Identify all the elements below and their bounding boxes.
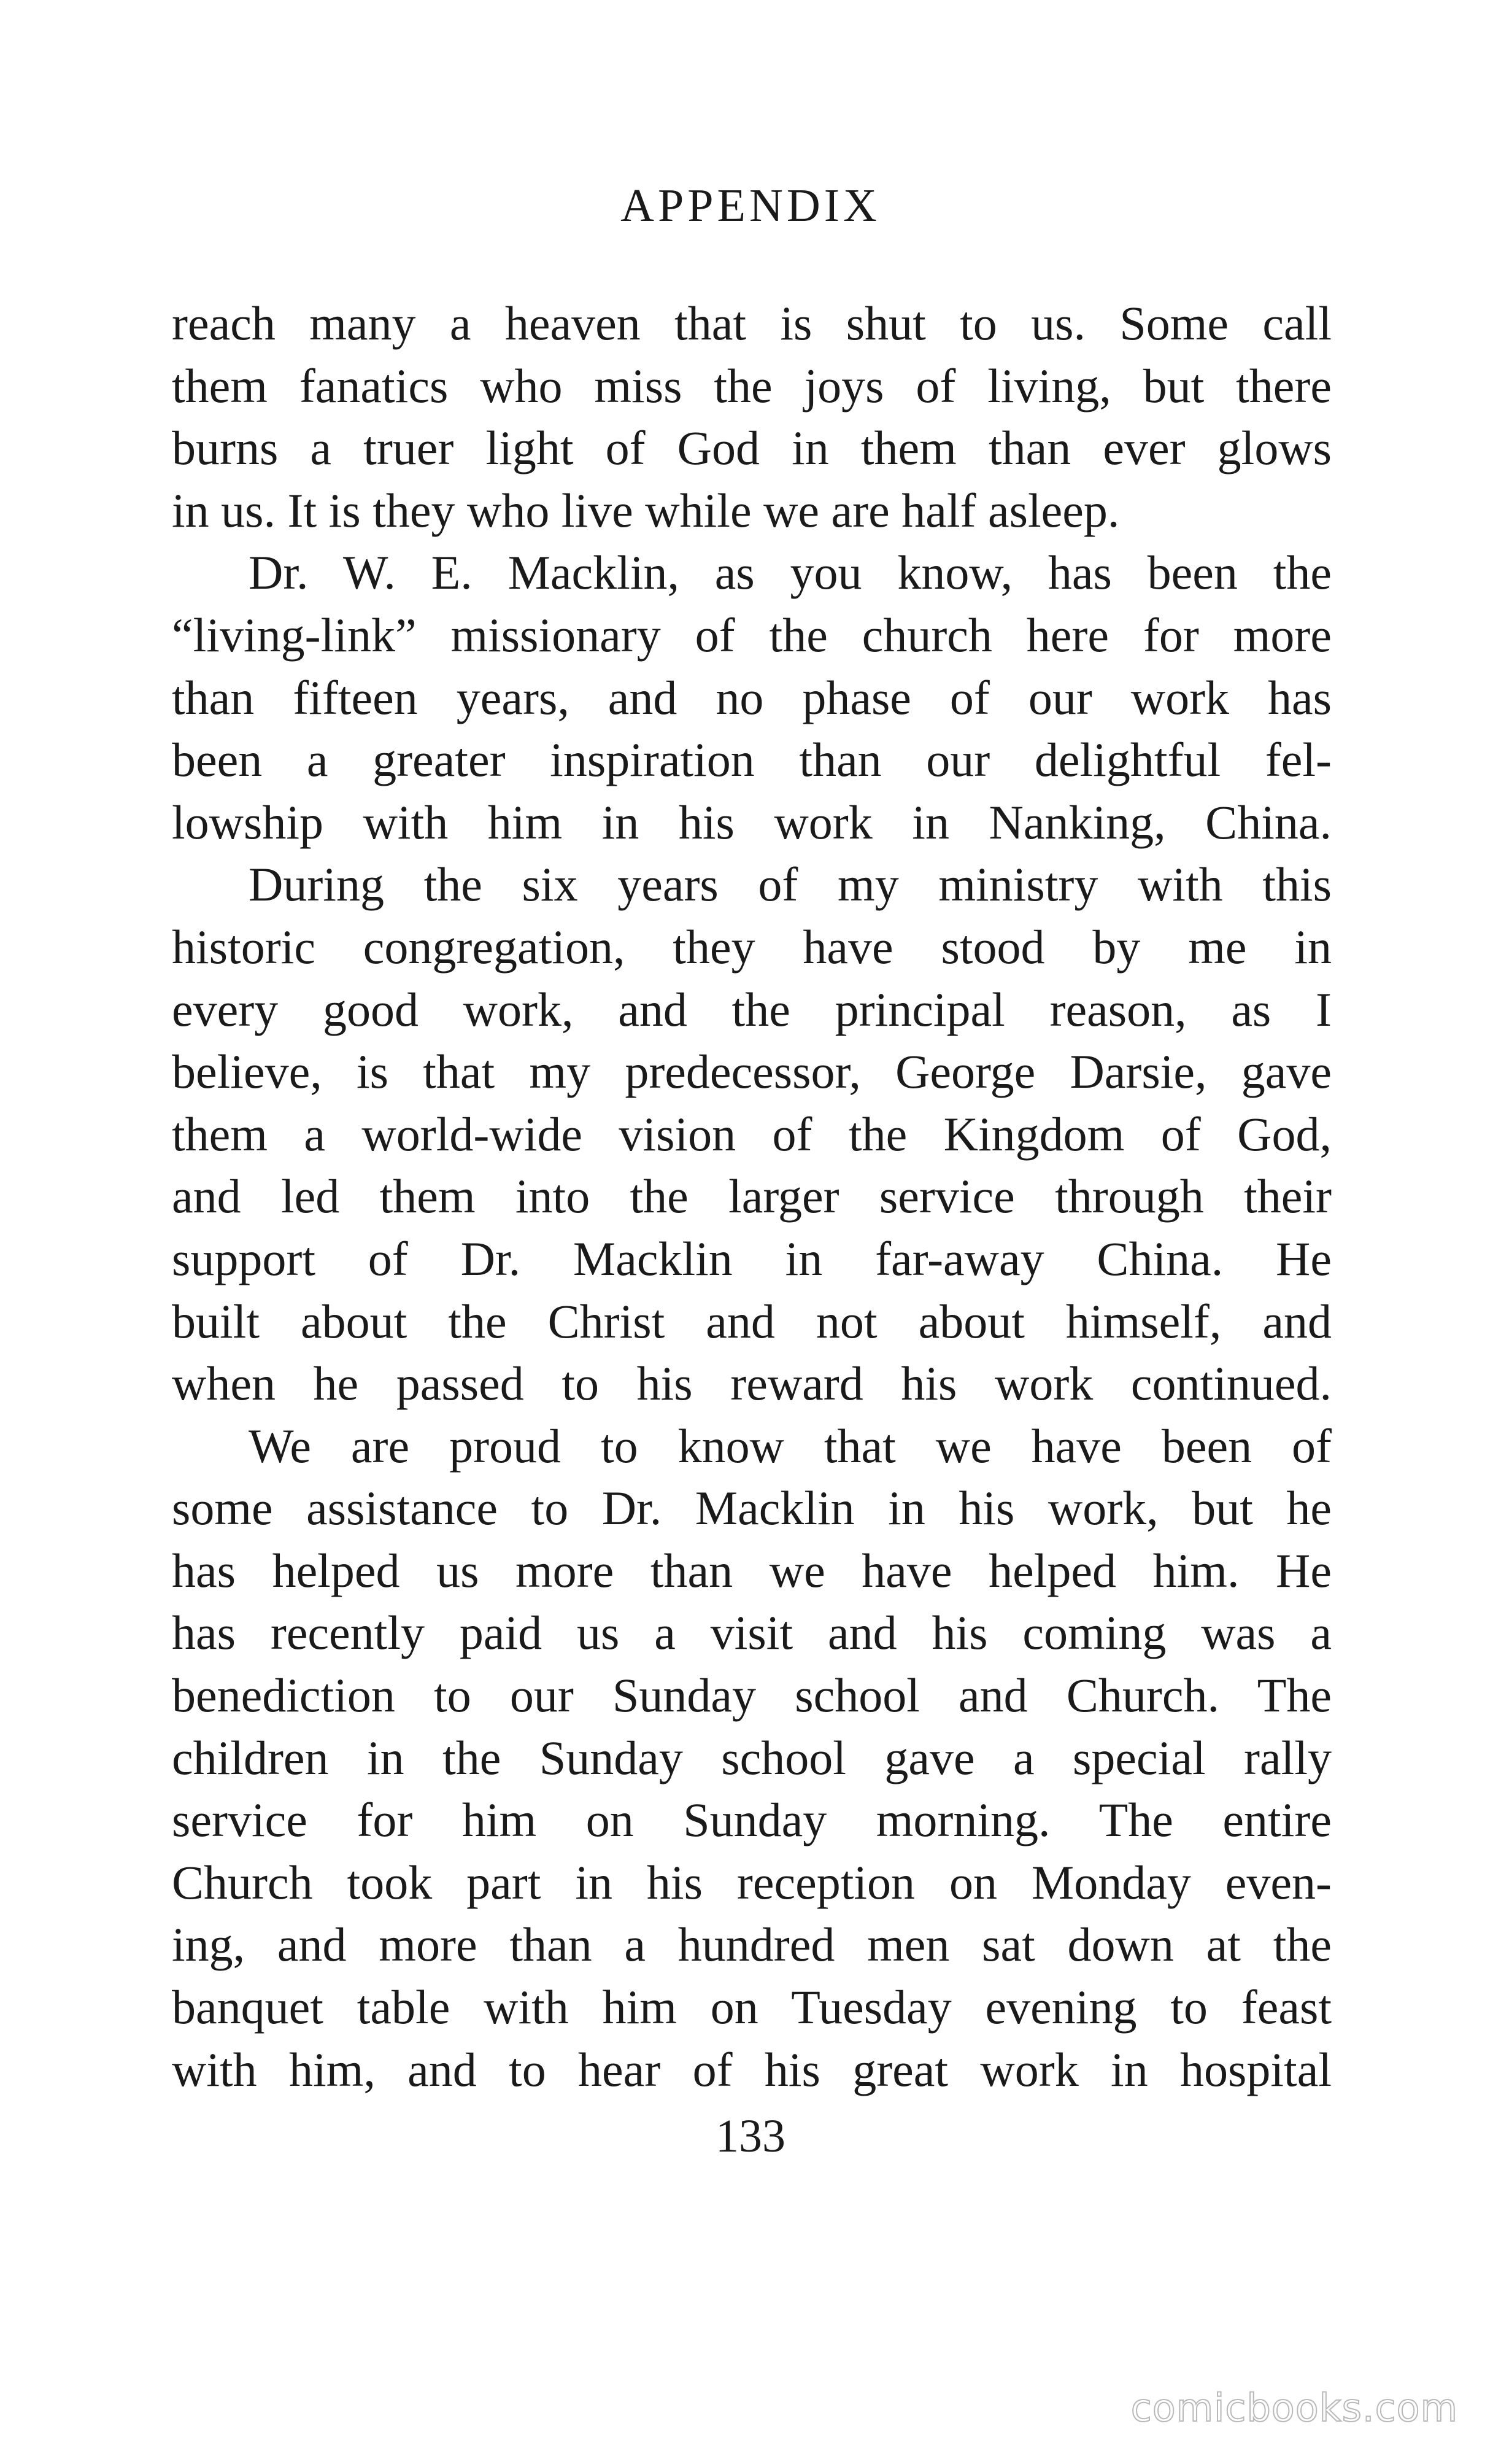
text-line: has helped us more than we have helped him. He <box>172 1543 1332 1597</box>
text-line: children in the Sunday school gave a special rally <box>172 1730 1332 1784</box>
text-line: built about the Christ and not about himself, and <box>172 1294 1332 1348</box>
text-line: burns a truer light of God in them than ever glows <box>172 421 1332 475</box>
text-line: with him, and to hear of his great work in hospital <box>172 2042 1332 2096</box>
text-line: banquet table with him on Tuesday evening to feast <box>172 1980 1332 2034</box>
body-text <box>172 292 1332 2101</box>
text-line: been a greater inspiration than our delightful fel- <box>172 733 1332 787</box>
text-line: We are proud to know that we have been of <box>249 1419 1332 1473</box>
text-line: and led them into the larger service through their <box>172 1169 1332 1223</box>
running-head: APPENDIX <box>620 180 881 231</box>
text-line: Church took part in his reception on Monday even- <box>172 1855 1332 1909</box>
watermark: comicbooks.com <box>1130 2385 1458 2430</box>
page-number: 133 <box>716 2110 785 2162</box>
text-line: ing, and more than a hundred men sat down at the <box>172 1918 1332 1972</box>
text-line: support of Dr. Macklin in far-away China. He <box>172 1231 1332 1285</box>
text-line: them a world-wide vision of the Kingdom of God, <box>172 1107 1332 1161</box>
text-line: some assistance to Dr. Macklin in his work, but he <box>172 1481 1332 1535</box>
text-line: lowship with him in his work in Nanking, China. <box>172 795 1332 849</box>
text-line: in us. It is they who live while we are half asleep. <box>172 483 1120 537</box>
text-line: historic congregation, they have stood by me in <box>172 920 1332 974</box>
text-line: when he passed to his reward his work continued. <box>172 1357 1332 1411</box>
text-line: than fifteen years, and no phase of our work has <box>172 670 1332 724</box>
text-line: Dr. W. E. Macklin, as you know, has been the <box>249 546 1332 600</box>
text-line: believe, is that my predecessor, George Darsie, gave <box>172 1045 1332 1099</box>
text-line: During the six years of my ministry with this <box>249 858 1332 912</box>
text-line: has recently paid us a visit and his coming was a <box>172 1606 1332 1660</box>
text-line: service for him on Sunday morning. The entire <box>172 1793 1332 1847</box>
text-line: “living-link” missionary of the church here for more <box>172 608 1332 662</box>
text-line: benediction to our Sunday school and Church. The <box>172 1668 1332 1722</box>
text-line: every good work, and the principal reason, as I <box>172 982 1332 1036</box>
text-line: them fanatics who miss the joys of living, but there <box>172 358 1332 413</box>
text-line: reach many a heaven that is shut to us. Some call <box>172 296 1332 350</box>
